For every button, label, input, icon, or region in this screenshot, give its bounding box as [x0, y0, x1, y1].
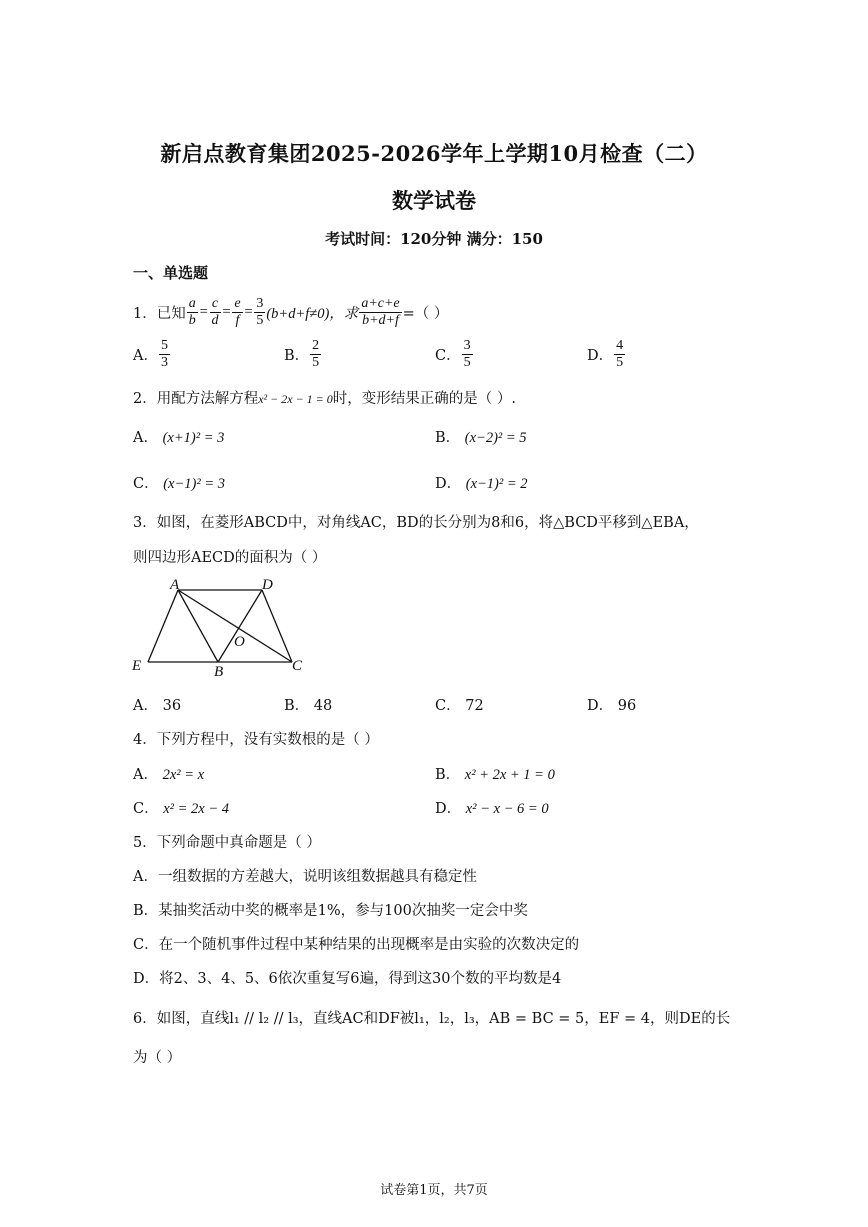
question-6-line1: 6．如图，直线l₁ // l₂ // l₃，直线AC和DF被l₁，l₂，l₃，AB = BC = 5，EF = 4，则DE的长 [133, 1011, 731, 1027]
q5-option-b[interactable]: B．某抽奖活动中奖的概率是1%，参与100次抽奖一定会中奖 [133, 903, 528, 919]
label-d: D [262, 577, 273, 593]
q1-tail: =（ ） [402, 306, 449, 322]
question-6-line2: 为（ ） [133, 1050, 182, 1066]
q1-option-a[interactable]: A． $\frac{5}{3}$ [133, 338, 168, 370]
q5-option-d[interactable]: D．将2、3、4、5、6依次重复写6遍，得到这30个数的平均数是4 [133, 971, 562, 987]
page-footer: 试卷第1页，共7页 [380, 1183, 488, 1198]
page-subtitle: 数学试卷 [392, 188, 476, 213]
q1-option-b[interactable]: B． $\frac{2}{5}$ [284, 338, 320, 370]
question-3-line1: 3．如图，在菱形ABCD中，对角线AC，BD的长分别为8和6，将△BCD平移到△EBA， [133, 515, 699, 531]
q2-option-c[interactable]: C． (x−1)² = 3 [133, 476, 225, 492]
q1-option-d[interactable]: D． $\frac{4}{5}$ [587, 338, 624, 370]
q2-option-d[interactable]: D． (x−1)² = 2 [435, 476, 528, 492]
q1-option-c[interactable]: C． $\frac{3}{5}$ [435, 338, 471, 370]
q2-option-b[interactable]: B． (x−2)² = 5 [435, 430, 527, 446]
q5-option-c[interactable]: C．在一个随机事件过程中某种结果的出现概率是由实验的次数决定的 [133, 937, 580, 953]
label-b: B [214, 664, 224, 680]
exam-info: 考试时间：120分钟 满分：150 [325, 230, 543, 248]
section-title: 一、单选题 [133, 264, 209, 282]
question-2: 2．用配方法解方程x² − 2x − 1 = 0时，变形结果正确的是（ ）. [133, 391, 516, 407]
q1-frac-3-5: $\frac{3}{5}$ [256, 296, 264, 328]
q1-prefix: 1．已知 [133, 306, 186, 322]
q1-condition: (b+d+f≠0)，求 [266, 306, 359, 322]
q1-frac-a-b: $\frac{a}{b}$ [188, 296, 196, 328]
label-o: O [234, 634, 245, 650]
q4-option-c[interactable]: C． x² = 2x − 4 [133, 801, 230, 817]
q3-option-c[interactable]: C． 72 [435, 698, 484, 714]
label-a: A [170, 577, 180, 593]
q1-frac-e-f: $\frac{e}{f}$ [234, 296, 241, 328]
q1-ask-frac: $\frac{a+c+e}{b+d+f}$ [361, 296, 400, 328]
q3-option-b[interactable]: B． 48 [284, 698, 333, 714]
q1-frac-c-d: $\frac{c}{d}$ [211, 296, 219, 328]
q4-option-b[interactable]: B． x² + 2x + 1 = 0 [435, 767, 555, 783]
q2-option-a[interactable]: A． (x+1)² = 3 [133, 430, 225, 446]
q2-equation: x² − 2x − 1 = 0 [258, 392, 333, 406]
question-5: 5．下列命题中真命题是（ ） [133, 835, 321, 851]
label-c: C [292, 658, 303, 674]
page-title: 新启点教育集团2025-2026学年上学期10月检查（二） [160, 141, 708, 166]
q5-option-a[interactable]: A．一组数据的方差越大，说明该组数据越具有稳定性 [133, 869, 477, 885]
q4-option-d[interactable]: D． x² − x − 6 = 0 [435, 801, 549, 817]
question-3-line2: 则四边形AECD的面积为（ ） [133, 550, 327, 566]
rhombus-figure [130, 575, 320, 680]
q3-option-d[interactable]: D． 96 [587, 698, 637, 714]
q3-option-a[interactable]: A． 36 [133, 698, 182, 714]
q4-option-a[interactable]: A． 2x² = x [133, 767, 205, 783]
question-4: 4．下列方程中，没有实数根的是（ ） [133, 732, 379, 748]
label-e: E [132, 658, 142, 674]
question-1: 1．已知 $\frac{a}{b}$ = $\frac{c}{d}$ = $\frac{e}{f}$ = $\frac{3}{5}$ (b+d+f≠0)，求 $\frac{a+c+e}{b+d+f}$ =（ ） [133, 296, 449, 328]
